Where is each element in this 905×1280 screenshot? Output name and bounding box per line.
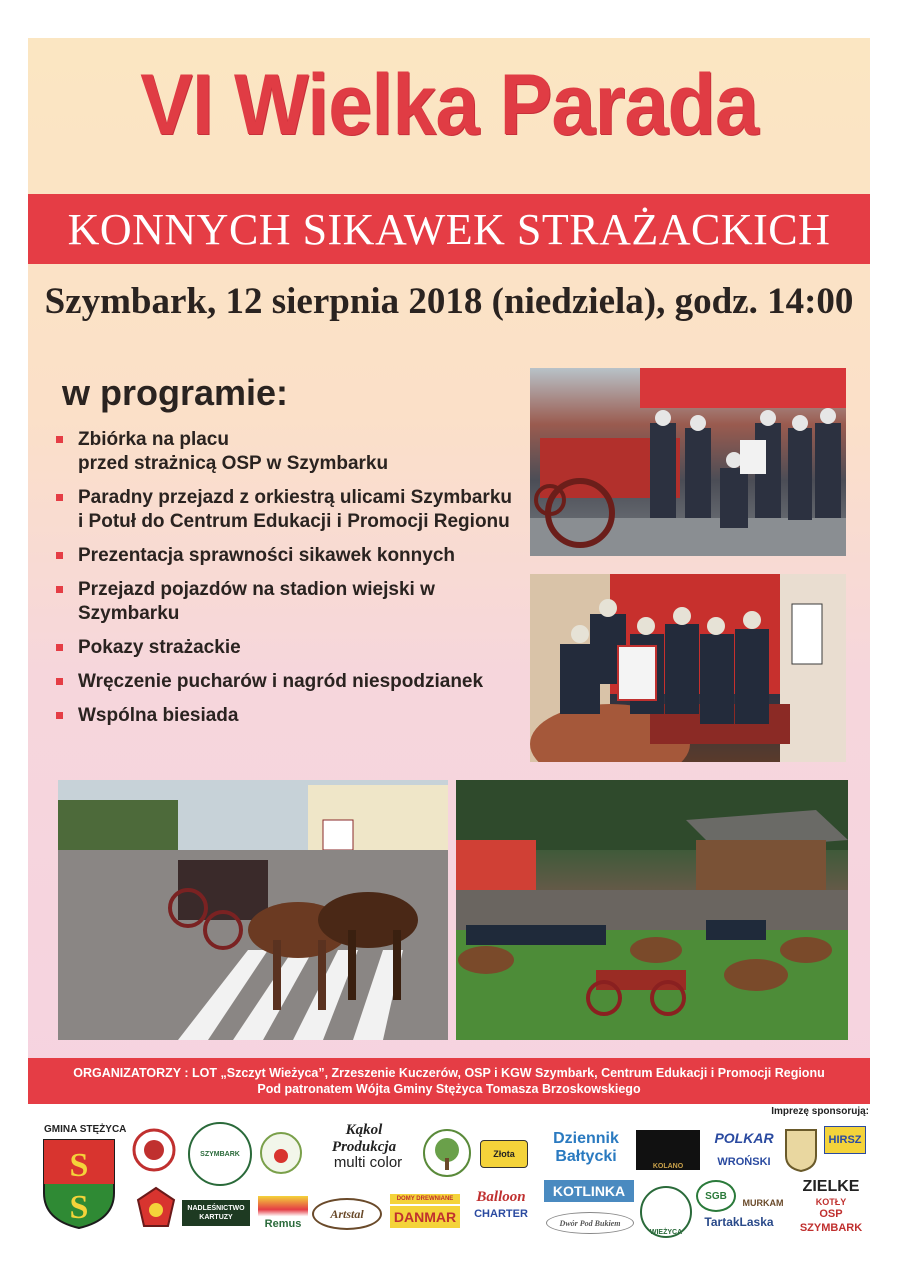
- logo-kotlinka: KOTLINKA: [544, 1180, 634, 1202]
- logo-nadlesnictwo: [182, 1200, 250, 1226]
- logo-danmar-top: DOMY DREWNIANE: [390, 1194, 460, 1204]
- logo-artstal: Artstal: [312, 1198, 382, 1230]
- logo-dziennik-line1: Dziennik: [553, 1130, 619, 1147]
- program-item-line: Zbiórka na placu: [78, 429, 229, 450]
- logo-murkam: MURKAM: [742, 1198, 784, 1208]
- logo-osp-szymbark-line1: OSP: [819, 1208, 843, 1220]
- logo-kgw-tree-icon: [422, 1128, 472, 1178]
- fire-service-emblem-icon: [136, 1186, 176, 1230]
- bullet-square-icon: [56, 586, 63, 593]
- organizers-line: ORGANIZATORZY : LOT „Szczyt Wieżyca”, Zrzeszenie Kuczerów, OSP i KGW Szymbark, Centrum Edukacji i Promocji Regionu: [73, 1066, 825, 1080]
- organizers-band: [28, 1058, 870, 1104]
- program-item: [56, 544, 526, 568]
- program-item-line: przed strażnicą OSP w Szymbarku: [78, 453, 389, 474]
- logo-nadlesnictwo-line1: NADLEŚNICTWO: [187, 1205, 245, 1212]
- photo-firefighters-wagon: [530, 574, 846, 762]
- logo-remus: Remus: [258, 1196, 308, 1230]
- bullet-square-icon: [56, 494, 63, 501]
- logo-charter: CHARTER: [474, 1208, 528, 1220]
- photo-illustration: [530, 574, 846, 762]
- logo-kotly: KOTŁY: [815, 1197, 847, 1207]
- event-date-line: Szymbark, 12 sierpnia 2018 (niedziela), godz. 14:00: [44, 281, 854, 322]
- program-item: [56, 704, 526, 728]
- program-item-line: Pokazy strażackie: [78, 637, 241, 658]
- logo-dziennik-line2: Bałtycki: [555, 1148, 617, 1165]
- program-item: [56, 670, 526, 694]
- logo-osp-szymbark-line2: SZYMBARK: [799, 1222, 863, 1234]
- program-item: [56, 578, 526, 626]
- bullet-square-icon: [56, 644, 63, 651]
- logo-wiezyca: WIEŻYCA: [640, 1186, 692, 1238]
- photo-illustration: [456, 780, 848, 1040]
- logo-kuczerow: SZYMBARK: [188, 1122, 252, 1186]
- logo-zielke: ZIELKE: [802, 1178, 860, 1195]
- gmina-label: GMINA STĘŻYCA: [44, 1124, 127, 1135]
- logo-hirsz: HIRSZ: [824, 1126, 866, 1154]
- event-subtitle: KONNYCH SIKAWEK STRAŻACKICH: [67, 205, 831, 254]
- sponsors-heading: Imprezę sponsorują:: [771, 1106, 869, 1117]
- bullet-square-icon: [56, 436, 63, 443]
- logo-danmar: DANMAR: [390, 1206, 460, 1228]
- bullet-square-icon: [56, 552, 63, 559]
- program-item: [56, 486, 526, 534]
- photo-illustration: [58, 780, 448, 1040]
- patronage-line: Pod patronatem Wójta Gminy Stężyca Tomasza Brzoskowskiego: [257, 1082, 641, 1096]
- bullet-square-icon: [56, 678, 63, 685]
- gmina-coat-of-arms-icon: [42, 1138, 116, 1230]
- logo-balloon: Balloon: [476, 1188, 526, 1205]
- bullet-square-icon: [56, 712, 63, 719]
- program-item: [56, 428, 526, 476]
- logo-tartak: TartakLaska: [704, 1215, 774, 1229]
- logo-wronski: WROŃSKI: [717, 1156, 771, 1168]
- photo-firefighters-pump: [530, 368, 846, 556]
- svg-text:S: S: [69, 1147, 89, 1184]
- program-item-line: i Potuł do Centrum Edukacji i Promocji Regionu: [78, 511, 510, 532]
- photo-illustration: [530, 368, 846, 556]
- photo-parade-street: [58, 780, 448, 1040]
- program-list: [56, 428, 526, 738]
- program-item-line: Prezentacja sprawności sikawek konnych: [78, 545, 456, 566]
- program-heading: w programie:: [62, 372, 289, 413]
- logo-dwor: Dwór Pod Bukiem: [546, 1212, 634, 1234]
- logo-polkar: POLKAR: [714, 1130, 774, 1146]
- program-item-line: Paradny przejazd z orkiestrą ulicami Szymbarku: [78, 487, 513, 508]
- fire-brigade-emblem-icon: [132, 1128, 176, 1172]
- svg-text:S: S: [69, 1189, 89, 1226]
- logo-multicolor: multi color: [333, 1153, 403, 1171]
- logo-nadlesnictwo-line2: KARTUZY: [199, 1214, 233, 1221]
- program-item-line: Wręczenie pucharów i nagród niespodzianek: [78, 671, 484, 692]
- logo-zlota: Złota: [480, 1140, 528, 1168]
- event-title: VI Wielka Parada: [140, 57, 758, 153]
- logo-strazy-crest-icon: [784, 1128, 818, 1172]
- logo-kolano: KOLANO: [636, 1130, 700, 1170]
- photo-parade-field: [456, 780, 848, 1040]
- logo-szczyt-wiezyca-icon: [258, 1130, 304, 1176]
- program-item-line: Przejazd pojazdów na stadion wiejski w Szymbarku: [78, 579, 435, 624]
- logo-sgb: SGB: [696, 1180, 736, 1212]
- program-item-line: Wspólna biesiada: [78, 705, 239, 726]
- logo-kakol: Kąkol Produkcja: [331, 1122, 397, 1155]
- program-item: [56, 636, 526, 660]
